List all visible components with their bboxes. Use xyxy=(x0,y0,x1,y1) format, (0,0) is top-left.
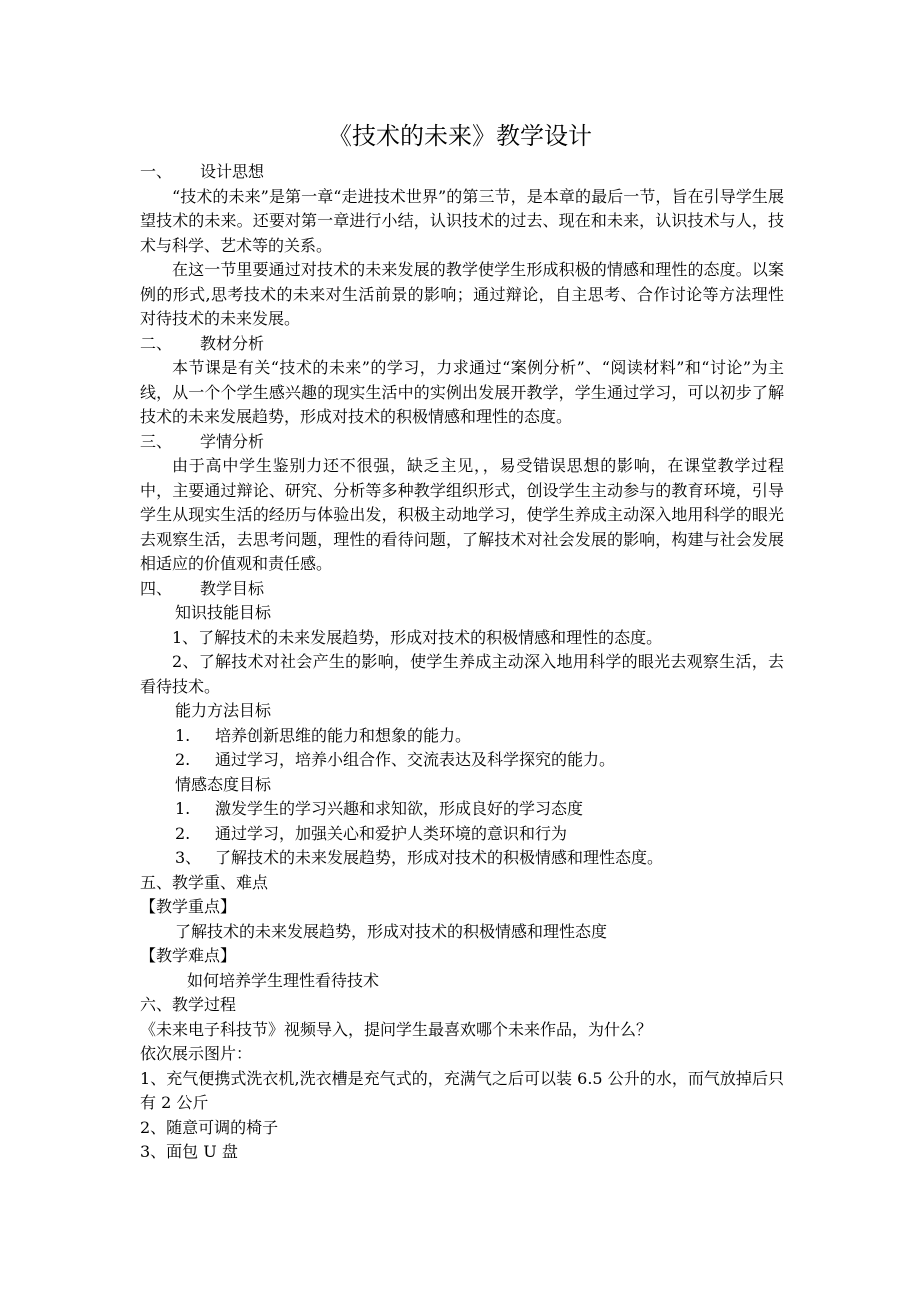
difficulty-text: 如何培养学生理性看待技术 xyxy=(187,970,380,990)
paragraph: “技术的未来”是第一章“走进技术世界”的第三节，是本章的最后一节，旨在引导学生展望技术的未来。还要对第一章进行小结，认识技术的过去、现在和未来，认识技术与人，技术与科学、艺术等的关系。 xyxy=(140,186,784,255)
section-title: 学情分析 xyxy=(200,431,265,451)
list-number: 1. xyxy=(175,799,191,818)
difficulty-label: 【教学难点】 xyxy=(140,946,237,965)
list-text: 通过学习，培养小组合作、交流表达及科学探究的能力。 xyxy=(215,750,616,769)
paragraph: 由于高中学生鉴别力还不很强，缺乏主见，，易受错误思想的影响，在课堂教学过程中，主要通过辩论、研究、分析等多种教学组织形式，创设学生主动参与的教育环境，引导学生从现实生活的经历与体验出发，积极主动地学习，使学生养成主动深入地用科学的眼光去观察生活，去思考问题，理性的看待问题，了解技术对社会发展的影响，构建与社会发展相适应的价值观和责任感。 xyxy=(140,456,784,573)
subheading-emotion: 情感态度目标 xyxy=(175,774,272,794)
list-text: 激发学生的学习兴趣和求知欲，形成良好的学习态度 xyxy=(215,799,584,818)
list-text: 培养创新思维的能力和想象的能力。 xyxy=(215,725,472,745)
goal-item xyxy=(140,748,784,773)
subheading-knowledge: 知识技能目标 xyxy=(175,603,272,622)
list-text: 通过学习，加强关心和爱护人类环境的意识和行为 xyxy=(215,823,568,843)
section-number: 一、 xyxy=(140,162,173,181)
paragraph: 《未来电子科技节》视频导入，提问学生最喜欢哪个未来作品，为什么？ xyxy=(140,1019,653,1039)
section-heading-teaching-process: 六、教学过程 xyxy=(140,995,237,1014)
section-title: 教学目标 xyxy=(200,578,265,598)
list-number: 1. xyxy=(175,725,191,745)
list-item: 2、随意可调的椅子 xyxy=(140,1117,279,1137)
section-number: 四、 xyxy=(140,578,173,598)
document-body xyxy=(140,160,784,1165)
list-item: 1、充气便携式洗衣机,洗衣槽是充气式的，充满气之后可以装 6.5 公升的水，而气放掉后只有 2 公斤 xyxy=(140,1068,784,1112)
list-number: 2. xyxy=(175,750,191,769)
key-point-text: 了解技术的未来发展趋势，形成对技术的积极情感和理性态度 xyxy=(175,921,608,941)
list-number: 3、 xyxy=(175,848,202,867)
goal-item: 2、了解技术对社会产生的影响，使学生养成主动深入地用科学的眼光去观察生活，去看待技术。 xyxy=(140,652,784,696)
goal-item xyxy=(140,846,784,871)
section-title: 设计思想 xyxy=(200,162,265,181)
list-number: 2. xyxy=(175,823,191,843)
key-point-label: 【教学重点】 xyxy=(140,897,237,916)
goal-item xyxy=(140,724,784,749)
section-heading-student-analysis xyxy=(140,430,784,455)
section-title: 教材分析 xyxy=(200,333,265,353)
goal-item xyxy=(140,822,784,847)
list-item: 3、面包 U 盘 xyxy=(140,1142,238,1161)
paragraph: 在这一节里要通过对技术的未来发展的教学使学生形成积极的情感和理性的态度。以案例的形式,思考技术的未来对生活前景的影响；通过辩论，自主思考、合作讨论等方法理性对待技术的未来发展。 xyxy=(140,260,784,328)
section-heading-key-points: 五、教学重、难点 xyxy=(140,872,269,892)
paragraph: 本节课是有关“技术的未来”的学习，力求通过“案例分析”、“阅读材料”和“讨论”为主线，从一个个学生感兴趣的现实生活中的实例出发展开教学，学生通过学习，可以初步了解技术的未来发展趋势，形成对技术的积极情感和理性的态度。 xyxy=(140,358,784,426)
goal-item xyxy=(140,797,784,822)
section-heading-material-analysis xyxy=(140,332,784,357)
section-heading-design-idea xyxy=(140,160,784,185)
paragraph: 依次展示图片： xyxy=(140,1044,253,1063)
section-number: 三、 xyxy=(140,431,173,451)
list-text: 了解技术的未来发展趋势，形成对技术的积极情感和理性态度。 xyxy=(215,848,664,867)
document-title: 《技术的未来》教学设计 xyxy=(328,122,592,150)
goal-item: 1、了解技术的未来发展趋势，形成对技术的积极情感和理性的态度。 xyxy=(172,627,663,647)
subheading-ability: 能力方法目标 xyxy=(175,701,272,720)
section-number: 二、 xyxy=(140,333,173,353)
section-heading-teaching-goals xyxy=(140,577,784,602)
